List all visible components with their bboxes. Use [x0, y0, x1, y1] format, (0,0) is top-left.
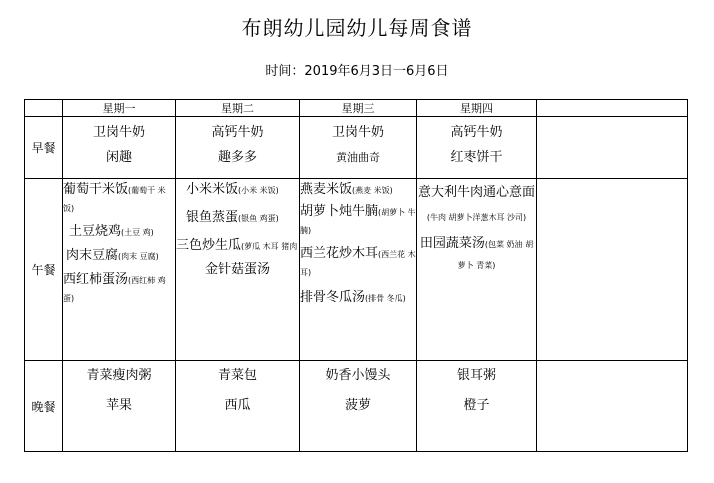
ingredients-note: (牛肉 胡萝卜洋葱木耳 沙司): [426, 213, 527, 222]
ingredients-note: (包菜 奶油 胡萝卜 青菜): [457, 240, 534, 270]
breakfast-cell: [63, 117, 176, 179]
lunch-item: [176, 209, 299, 227]
lunch-cell: [176, 179, 300, 361]
page-title: 布朗幼儿园幼儿每周食谱: [241, 16, 473, 40]
day-header: 星期一: [63, 100, 176, 117]
dish-name: 意大利牛肉通心意面: [417, 185, 535, 200]
day-header: 星期四: [417, 100, 537, 117]
ingredients-note: (银鱼 鸡蛋): [238, 214, 279, 223]
ingredients-note: (葡萄干 米饭): [63, 186, 166, 213]
lunch-cell: [300, 179, 417, 361]
lunch-item: [417, 181, 536, 230]
dish-name: 田园蔬菜汤: [419, 236, 485, 251]
header-row: [25, 100, 688, 117]
dish-name: 西红柿蛋汤: [63, 272, 129, 287]
empty-cell: [537, 361, 688, 452]
meal-label: 午餐: [25, 179, 63, 361]
empty-header: [537, 100, 688, 117]
date-range: 时间：2019年6月3日一6月6日: [265, 64, 449, 79]
lunch-item: [300, 289, 416, 307]
food-item: 银耳粥: [456, 368, 496, 383]
food-item: 卫岗牛奶: [92, 125, 145, 140]
breakfast-cell: [417, 117, 537, 179]
meal-label: 晚餐: [25, 361, 63, 452]
corner-cell: [25, 100, 63, 117]
dish-name: 肉末豆腐: [66, 248, 119, 263]
day-header: 星期二: [176, 100, 300, 117]
food-item: 红枣饼干: [450, 150, 503, 165]
lunch-row: [25, 179, 688, 361]
dish-name: 土豆烧鸡: [69, 224, 122, 239]
lunch-item: [300, 245, 416, 281]
ingredients-note: (小米 米饭): [238, 186, 279, 195]
dish-name: 金针菇蛋汤: [204, 262, 270, 277]
dinner-cell: [176, 361, 300, 452]
lunch-item: [176, 181, 299, 199]
dinner-row: [25, 361, 688, 452]
food-item: 卫岗牛奶: [331, 125, 384, 140]
ingredients-note: (土豆 鸡): [121, 228, 154, 237]
lunch-item: [300, 203, 416, 239]
ingredients-note: (西红柿 鸡蛋): [63, 276, 166, 303]
ingredients-note: (萝瓜 木耳 猪肉: [241, 242, 298, 251]
breakfast-cell: [300, 117, 417, 179]
food-item: 西瓜: [224, 398, 251, 413]
lunch-item: [417, 234, 536, 276]
day-header: 星期三: [300, 100, 417, 117]
lunch-item: [176, 237, 299, 255]
lunch-item: [63, 271, 175, 307]
breakfast-cell: [176, 117, 300, 179]
lunch-item: [63, 181, 175, 217]
food-item: 青菜瘦肉粥: [86, 368, 152, 383]
food-item: 闲趣: [105, 150, 132, 165]
meal-label: 早餐: [25, 117, 63, 179]
dinner-cell: [300, 361, 417, 452]
food-item: 黄油曲奇: [336, 151, 380, 164]
empty-cell: [537, 117, 688, 179]
food-item: 菠萝: [344, 398, 371, 413]
dish-name: 燕麦米饭: [300, 182, 353, 197]
lunch-item: [63, 223, 175, 241]
dish-name: 胡萝卜炖牛腩: [300, 204, 379, 219]
ingredients-note: (肉末 豆腐): [118, 252, 159, 261]
dish-name: 葡萄干米饭: [63, 182, 129, 197]
menu-table: [24, 99, 688, 452]
dish-name: 小米米饭: [186, 182, 239, 197]
food-item: 高钙牛奶: [450, 125, 503, 140]
food-item: 高钙牛奶: [211, 125, 264, 140]
food-item: 青菜包: [217, 368, 257, 383]
breakfast-row: [25, 117, 688, 179]
dish-name: 三色炒生瓜: [176, 238, 242, 253]
ingredients-note: (西兰花 木耳): [300, 250, 416, 277]
dish-name: 排骨冬瓜汤: [300, 290, 366, 305]
dinner-cell: [417, 361, 537, 452]
food-item: 苹果: [105, 398, 132, 413]
lunch-item: [300, 181, 416, 199]
ingredients-note: (排骨 冬瓜): [365, 294, 406, 303]
dish-name: 银鱼蒸蛋: [186, 210, 239, 225]
food-item: 橙子: [463, 398, 490, 413]
ingredients-note: (胡萝卜 牛腩): [300, 208, 416, 235]
lunch-item: [176, 261, 299, 278]
lunch-cell: [63, 179, 176, 361]
ingredients-note: (燕麦 米饭): [352, 186, 393, 195]
dinner-cell: [63, 361, 176, 452]
food-item: 奶香小馒头: [325, 368, 391, 383]
empty-cell: [537, 179, 688, 361]
lunch-cell: [417, 179, 537, 361]
dish-name: 西兰花炒木耳: [300, 246, 379, 261]
food-item: 趣多多: [217, 150, 257, 165]
lunch-item: [63, 247, 175, 265]
